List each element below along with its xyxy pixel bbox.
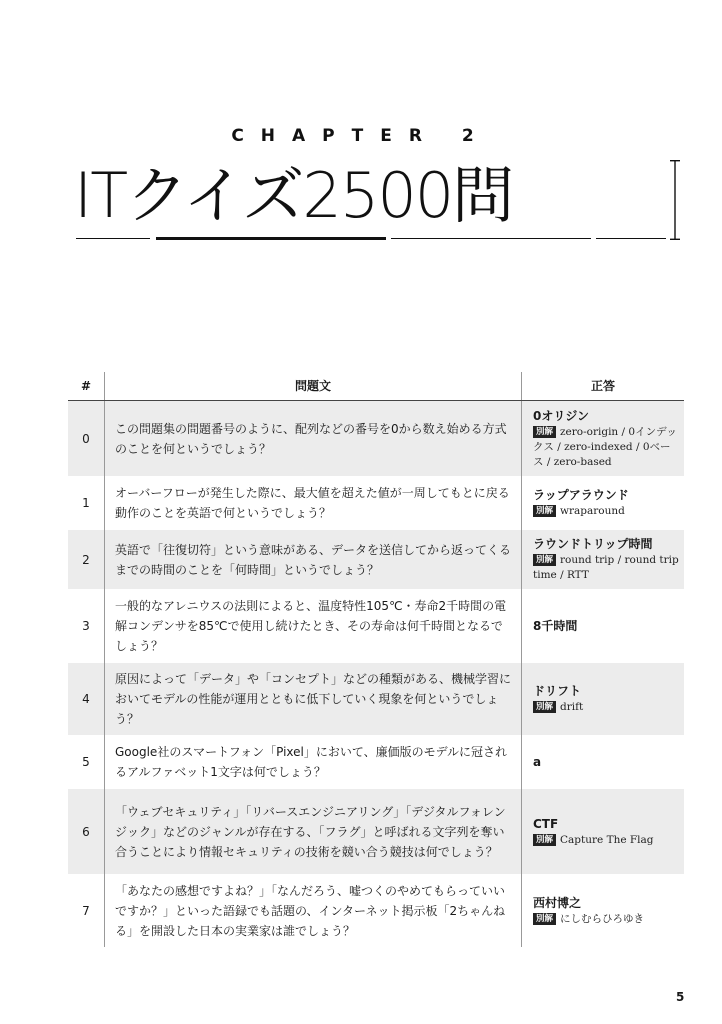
row-number: 0 xyxy=(68,401,105,477)
alt-answer xyxy=(533,700,680,715)
answer-cell xyxy=(522,401,685,477)
answer-cell xyxy=(522,875,685,948)
row-number: 7 xyxy=(68,875,105,948)
answer-cell xyxy=(522,590,685,663)
answer-cell xyxy=(522,663,685,736)
question-text: この問題集の問題番号のように、配列などの番号を0から数え始める方式のことを何というでしょう？ xyxy=(105,401,522,477)
table-row xyxy=(68,875,684,948)
alt-tag: 別解 xyxy=(533,426,556,438)
row-number: 6 xyxy=(68,789,105,875)
question-text: オーバーフローが発生した際に、最大値を超えた値が一周してもとに戻る動作のことを英語で何というでしょう？ xyxy=(105,477,522,530)
alt-tag: 別解 xyxy=(533,505,556,517)
answer-text: CTF xyxy=(533,816,559,831)
page-number: 5 xyxy=(676,990,685,1004)
table-row xyxy=(68,663,684,736)
row-number: 1 xyxy=(68,477,105,530)
alt-answer-text: zero-origin / 0インデックス / zero-indexed / 0ベース / zero-based xyxy=(533,425,677,468)
alt-answer-text: wraparound xyxy=(560,505,625,517)
alt-answer-text: にしむらひろゆき xyxy=(560,913,645,925)
title-underline-segment xyxy=(596,238,666,239)
answer-text: ラップアラウンド xyxy=(533,488,629,502)
question-text: Google社のスマートフォン「Pixel」において、廉価版のモデルに冠されるアルファベット1文字は何でしょう？ xyxy=(105,736,522,789)
answer-text: 8千時間 xyxy=(533,618,578,633)
row-number: 4 xyxy=(68,663,105,736)
title-underline-segment xyxy=(76,238,150,239)
answer-text: ラウンドトリップ時間 xyxy=(533,537,653,551)
alt-tag: 別解 xyxy=(533,554,556,566)
question-text: 原因によって「データ」や「コンセプト」などの種類がある、機械学習においてモデルの性能が運用とともに低下していく現象を何というでしょう？ xyxy=(105,663,522,736)
alt-answer xyxy=(533,553,680,583)
answer-cell xyxy=(522,789,685,875)
question-text: 一般的なアレニウスの法則によると、温度特性105℃・寿命2千時間の電解コンデンサを85℃で使用し続けたとき、その寿命は何千時間となるでしょう？ xyxy=(105,590,522,663)
alt-answer xyxy=(533,504,680,519)
alt-answer xyxy=(533,425,680,470)
answer-text: 0オリジン xyxy=(533,408,590,423)
row-number: 5 xyxy=(68,736,105,789)
answer-text: ドリフト xyxy=(533,684,582,698)
alt-answer xyxy=(533,833,680,848)
table-row xyxy=(68,736,684,789)
table-row xyxy=(68,590,684,663)
chapter-title: ITクイズ2500問 xyxy=(74,159,513,232)
table-header-row xyxy=(68,372,684,401)
title-bracket-mark xyxy=(670,160,680,240)
answer-cell xyxy=(522,530,685,590)
alt-answer-text: drift xyxy=(560,701,584,713)
header-answer: 正答 xyxy=(522,372,685,401)
row-number: 2 xyxy=(68,530,105,590)
chapter-label: CHAPTER 2 xyxy=(231,126,491,146)
answer-cell xyxy=(522,736,685,789)
answer-cell xyxy=(522,477,685,530)
alt-tag: 別解 xyxy=(533,913,556,925)
question-text: 英語で「往復切符」という意味がある、データを送信してから返ってくるまでの時間のことを「何時間」というでしょう？ xyxy=(105,530,522,590)
table-row xyxy=(68,530,684,590)
alt-tag: 別解 xyxy=(533,701,556,713)
alt-answer-text: Capture The Flag xyxy=(560,833,654,846)
header-question: 問題文 xyxy=(105,372,522,401)
alt-answer xyxy=(533,912,680,927)
alt-tag: 別解 xyxy=(533,834,556,846)
table-row xyxy=(68,401,684,477)
title-underline-accent xyxy=(156,237,386,240)
chapter-title-block xyxy=(74,156,674,246)
question-text: 「ウェブセキュリティ」「リバースエンジニアリング」「デジタルフォレンジック」などのジャンルが存在する、「フラグ」と呼ばれる文字列を奪い合うことにより情報セキュリティの技術を競い合う競技は何でしょう？ xyxy=(105,789,522,875)
header-number: # xyxy=(68,372,105,401)
answer-text: 西村博之 xyxy=(533,896,582,910)
row-number: 3 xyxy=(68,590,105,663)
title-underline-segment xyxy=(391,238,591,239)
table-row xyxy=(68,789,684,875)
alt-answer-text: round trip / round trip time / RTT xyxy=(533,554,679,581)
answer-text: a xyxy=(533,754,542,769)
table-row xyxy=(68,477,684,530)
quiz-table xyxy=(68,372,684,947)
question-text: 「あなたの感想ですよね？」「なんだろう、嘘つくのやめてもらっていいですか？」といった語録でも話題の、インターネット掲示板「2ちゃんねる」を開設した日本の実業家は誰でしょう？ xyxy=(105,875,522,948)
